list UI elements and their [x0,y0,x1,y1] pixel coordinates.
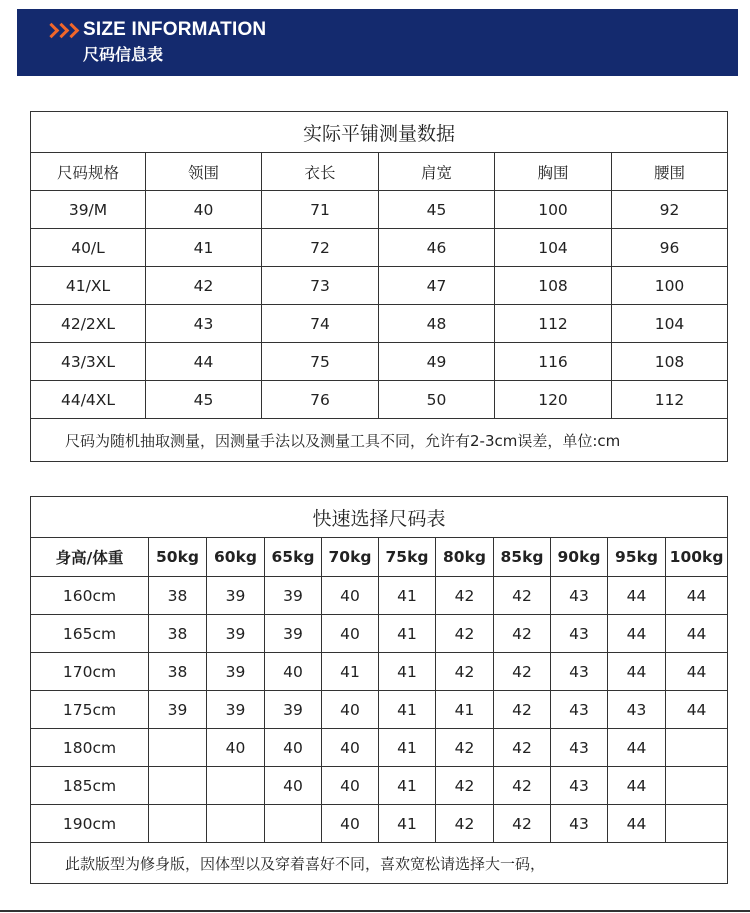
table-row [31,381,728,419]
measure-cell: 92 [612,191,728,229]
header-banner [17,9,738,76]
quick-cell [149,729,207,767]
measure-cell: 76 [262,381,379,419]
measure-cell: 44/4XL [31,381,146,419]
measure-cell: 112 [495,305,612,343]
measure-cell: 45 [379,191,495,229]
quick-cell: 43 [551,577,608,615]
measure-cell: 108 [495,267,612,305]
quick-cell: 41 [379,577,436,615]
measure-cell: 47 [379,267,495,305]
measure-cell: 43 [146,305,262,343]
measure-column-header: 尺码规格 [31,153,146,191]
quick-cell: 41 [379,805,436,843]
quick-cell: 44 [666,577,728,615]
quick-cell: 39 [265,577,322,615]
measure-cell: 72 [262,229,379,267]
quick-cell: 42 [436,615,494,653]
measure-cell: 49 [379,343,495,381]
quick-cell: 44 [666,653,728,691]
quick-cell: 39 [207,691,265,729]
measure-cell: 48 [379,305,495,343]
measure-cell: 104 [495,229,612,267]
quick-cell: 38 [149,577,207,615]
quick-cell: 40 [322,729,379,767]
measure-header-row [31,153,728,191]
quick-column-header: 身高/体重 [31,538,149,577]
quick-cell: 44 [666,615,728,653]
header-title-cn: 尺码信息表 [83,45,164,64]
measure-cell: 41/XL [31,267,146,305]
table-row [31,191,728,229]
measure-cell: 120 [495,381,612,419]
quick-cell: 43 [551,653,608,691]
quick-cell: 40 [322,805,379,843]
quick-cell: 41 [379,729,436,767]
quick-cell: 39 [207,615,265,653]
quick-cell: 40 [265,653,322,691]
chevron-right-icon [46,25,76,36]
quick-cell: 41 [379,615,436,653]
measure-note: 尺码为随机抽取测量，因测量手法以及测量工具不同，允许有2-3cm误差，单位:cm [31,419,728,462]
quick-cell [207,767,265,805]
measure-cell: 116 [495,343,612,381]
quick-cell: 44 [608,805,666,843]
table-row [31,267,728,305]
table-row [31,577,728,615]
measure-cell: 108 [612,343,728,381]
quick-column-header: 85kg [494,538,551,577]
quick-cell: 43 [551,615,608,653]
quick-column-header: 70kg [322,538,379,577]
measure-column-header: 腰围 [612,153,728,191]
quick-cell: 40 [265,729,322,767]
quick-column-header: 65kg [265,538,322,577]
quick-cell [666,767,728,805]
quick-cell: 40 [322,691,379,729]
measure-column-header: 胸围 [495,153,612,191]
quick-cell: 38 [149,615,207,653]
quick-cell [265,805,322,843]
table-row [31,305,728,343]
quick-cell: 39 [265,615,322,653]
table-row [31,767,728,805]
measure-cell: 74 [262,305,379,343]
quick-note: 此款版型为修身版，因体型以及穿着喜好不同，喜欢宽松请选择大一码， [31,843,728,884]
quick-cell: 38 [149,653,207,691]
quick-cell [666,729,728,767]
quick-cell: 42 [494,577,551,615]
quick-cell: 44 [608,767,666,805]
quick-cell: 42 [436,805,494,843]
quick-cell: 40 [265,767,322,805]
measure-cell: 39/M [31,191,146,229]
header-title-en: SIZE INFORMATION [83,19,267,40]
measure-cell: 100 [495,191,612,229]
measure-cell: 71 [262,191,379,229]
quick-cell: 40 [322,615,379,653]
measure-column-header: 肩宽 [379,153,495,191]
quick-cell: 41 [379,691,436,729]
quick-cell: 41 [379,767,436,805]
quick-size-table [30,496,728,884]
quick-cell: 42 [494,729,551,767]
table-row [31,343,728,381]
measure-cell: 42/2XL [31,305,146,343]
bottom-divider [0,910,750,912]
quick-cell: 44 [608,577,666,615]
quick-cell: 180cm [31,729,149,767]
quick-column-header: 95kg [608,538,666,577]
quick-cell [666,805,728,843]
measure-cell: 46 [379,229,495,267]
quick-cell [149,767,207,805]
quick-cell: 43 [551,767,608,805]
quick-cell: 42 [436,767,494,805]
quick-cell: 41 [436,691,494,729]
quick-cell: 43 [551,805,608,843]
measure-column-header: 衣长 [262,153,379,191]
quick-cell: 39 [265,691,322,729]
measure-cell: 43/3XL [31,343,146,381]
quick-cell: 43 [551,691,608,729]
table-row [31,615,728,653]
table-row [31,229,728,267]
measure-cell: 50 [379,381,495,419]
quick-cell: 39 [207,653,265,691]
quick-column-header: 60kg [207,538,265,577]
measure-cell: 100 [612,267,728,305]
quick-cell: 41 [379,653,436,691]
measure-cell: 75 [262,343,379,381]
quick-cell: 44 [608,653,666,691]
quick-cell: 160cm [31,577,149,615]
quick-cell: 39 [207,577,265,615]
quick-cell: 44 [666,691,728,729]
quick-column-header: 100kg [666,538,728,577]
quick-cell: 43 [608,691,666,729]
quick-column-header: 50kg [149,538,207,577]
quick-cell [149,805,207,843]
quick-cell: 41 [322,653,379,691]
quick-column-header: 90kg [551,538,608,577]
quick-cell: 42 [436,729,494,767]
quick-cell: 40 [207,729,265,767]
quick-cell: 40 [322,577,379,615]
measure-cell: 104 [612,305,728,343]
measure-column-header: 领围 [146,153,262,191]
quick-cell: 42 [436,577,494,615]
measure-cell: 96 [612,229,728,267]
quick-cell: 42 [494,691,551,729]
quick-cell: 175cm [31,691,149,729]
quick-cell: 42 [494,805,551,843]
measure-cell: 45 [146,381,262,419]
table-row [31,805,728,843]
measure-title: 实际平铺测量数据 [31,112,728,153]
quick-title: 快速选择尺码表 [31,497,728,538]
quick-cell: 185cm [31,767,149,805]
quick-cell: 165cm [31,615,149,653]
quick-cell [207,805,265,843]
measure-cell: 41 [146,229,262,267]
quick-column-header: 75kg [379,538,436,577]
quick-cell: 39 [149,691,207,729]
quick-header-row [31,538,728,577]
quick-cell: 170cm [31,653,149,691]
table-row [31,729,728,767]
table-row [31,653,728,691]
quick-cell: 42 [494,653,551,691]
measure-cell: 40 [146,191,262,229]
quick-cell: 44 [608,615,666,653]
quick-cell: 42 [436,653,494,691]
quick-cell: 42 [494,615,551,653]
quick-cell: 42 [494,767,551,805]
table-row [31,691,728,729]
quick-cell: 190cm [31,805,149,843]
quick-cell: 43 [551,729,608,767]
measure-cell: 44 [146,343,262,381]
measure-cell: 42 [146,267,262,305]
measure-cell: 112 [612,381,728,419]
quick-cell: 40 [322,767,379,805]
measure-cell: 40/L [31,229,146,267]
quick-column-header: 80kg [436,538,494,577]
measure-cell: 73 [262,267,379,305]
measurement-table [30,111,728,462]
quick-cell: 44 [608,729,666,767]
